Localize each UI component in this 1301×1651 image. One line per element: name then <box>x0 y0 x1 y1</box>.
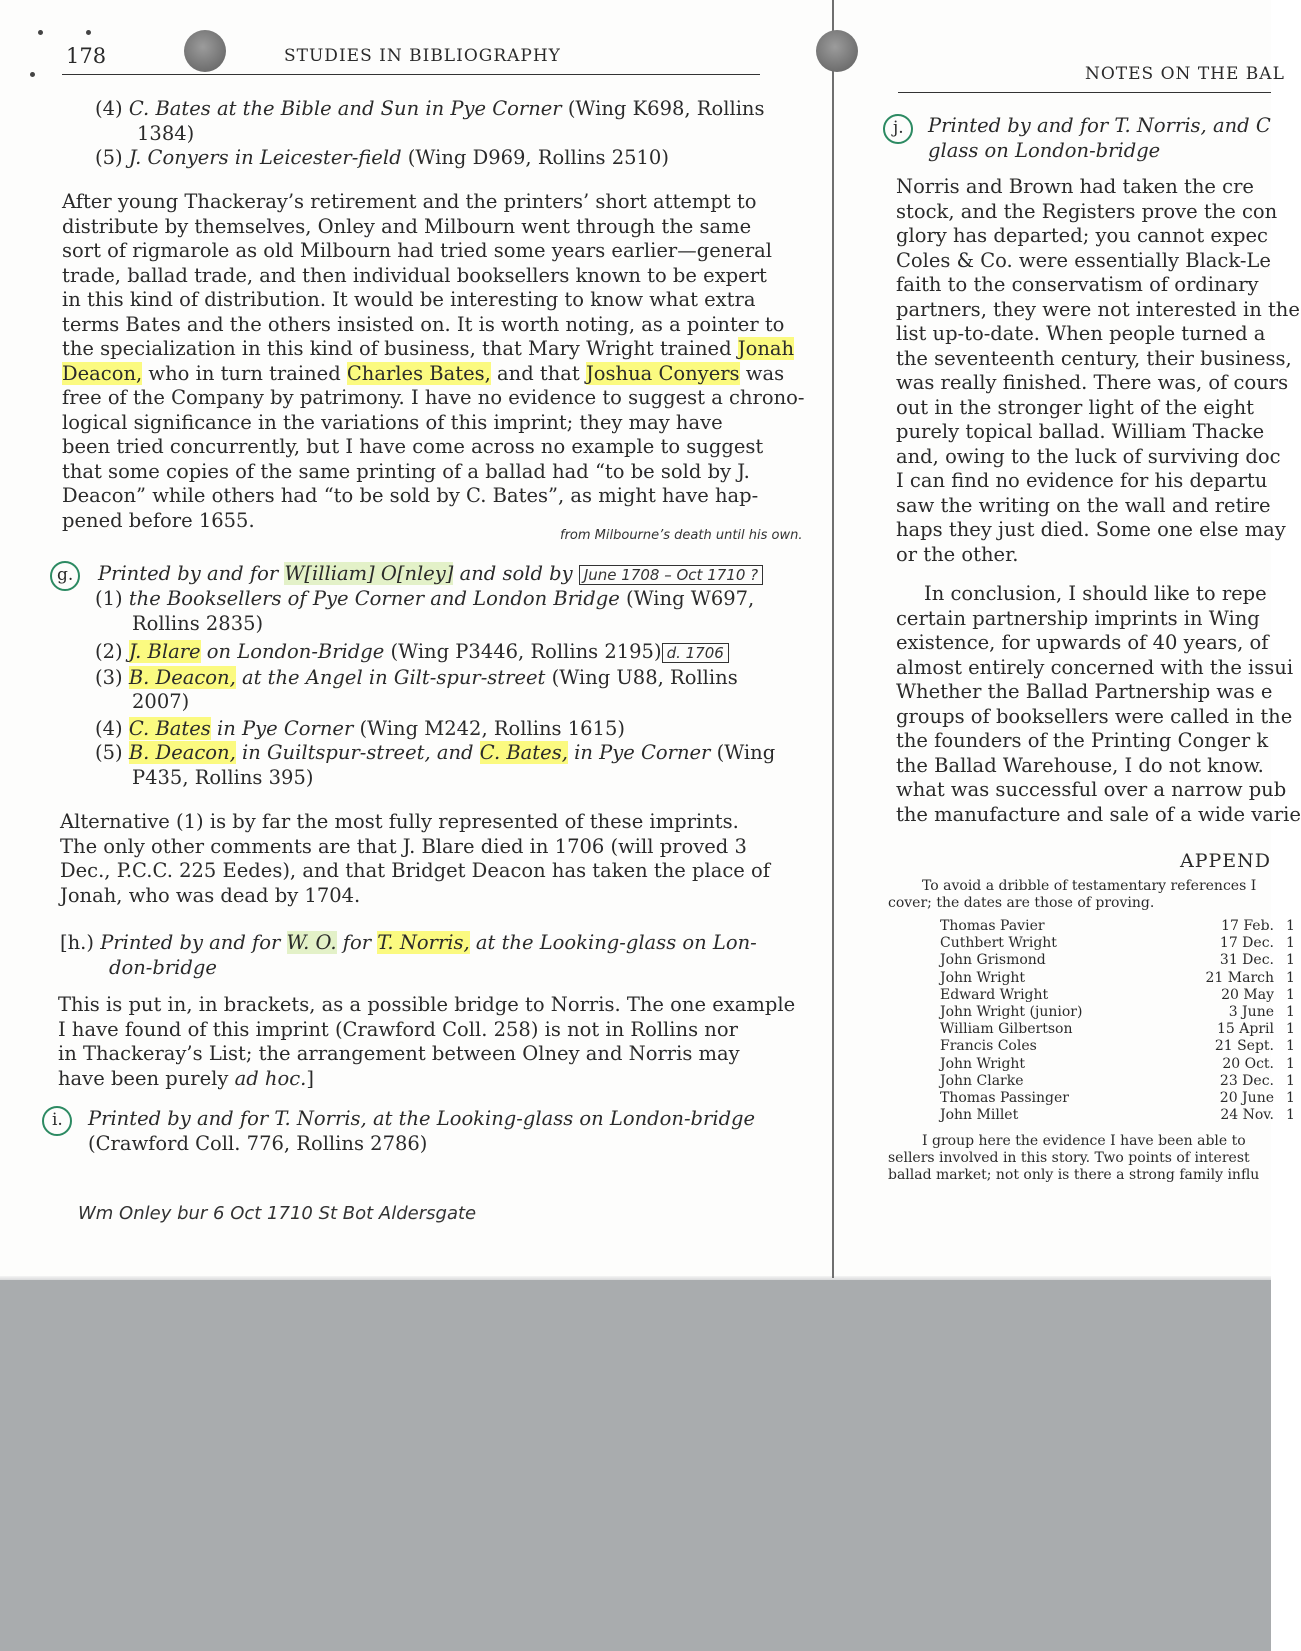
section-g-heading: Printed by and for W[illiam] O[nley] and sold by June 1708 – Oct 1710 ? <box>98 562 763 588</box>
running-head: STUDIES IN BIBLIOGRAPHY <box>284 46 561 66</box>
text-line: faith to the conservatism of ordinary <box>896 273 1259 296</box>
table-row <box>940 952 1295 969</box>
table-cell-date: 24 Nov. <box>1220 1107 1274 1124</box>
text-line: In conclusion, I should like to repe <box>924 582 1267 605</box>
punch-hole-icon <box>816 30 858 72</box>
table-cell-year: 1 <box>1286 1072 1295 1089</box>
table-row <box>940 918 1295 935</box>
text-line: Norris and Brown had taken the cre <box>896 175 1254 198</box>
table-cell-name: John Wright (junior) <box>940 1003 1083 1020</box>
page-number: 178 <box>66 44 107 68</box>
list-f <box>95 97 765 171</box>
text-line: was really finished. There was, of cours <box>896 371 1289 394</box>
table-cell-year: 1 <box>1286 986 1295 1003</box>
appendix-intro: To avoid a dribble of testamentary references I <box>922 878 1257 894</box>
table-cell-date: 17 Dec. <box>1219 935 1274 952</box>
text-line: purely topical ballad. William Thacke <box>896 420 1265 443</box>
table-cell-year: 1 <box>1286 1107 1295 1124</box>
highlight: Joshua Conyers <box>585 361 740 385</box>
table-cell-name: Edward Wright <box>940 986 1049 1003</box>
table-cell-year: 1 <box>1286 1003 1295 1020</box>
text-line: groups of booksellers were called in the <box>896 704 1293 728</box>
table-cell-date: 17 Feb. <box>1221 918 1274 934</box>
text-line: the seventeenth century, their business, <box>896 346 1292 370</box>
table-cell-year: 1 <box>1286 1021 1295 1038</box>
section-h-heading: [h.) Printed by and for W. O. for T. Norris, at the Looking-glass on Lon- don-bridge <box>60 931 757 979</box>
handwritten-note: from Milbourne’s death until his own. <box>560 528 803 543</box>
table-cell-name: John Grismond <box>940 952 1046 969</box>
list-item: (4) C. Bates at the Bible and Sun in Pye Corner (Wing K698, Rollins <box>95 97 765 120</box>
table-cell-date: 20 May <box>1221 986 1274 1003</box>
highlight: C. Bates <box>128 716 211 740</box>
list-item: (5) J. Conyers in Leicester-field (Wing D969, Rollins 2510) <box>95 146 669 169</box>
text-line: the Ballad Warehouse, I do not know. <box>896 753 1264 777</box>
handwritten-footer: Wm Onley bur 6 Oct 1710 St Bot Aldersgate <box>78 1203 477 1224</box>
scanner-background <box>0 1280 1271 1651</box>
text-line: and, owing to the luck of surviving doc <box>896 444 1281 468</box>
table-cell-year: 1 <box>1286 952 1295 969</box>
head-rule <box>62 74 760 75</box>
table-row <box>940 1089 1295 1107</box>
table-cell-date: 21 March <box>1205 969 1274 986</box>
head-rule <box>898 92 1271 93</box>
table-cell-date: 3 June <box>1228 1003 1274 1020</box>
text-line: partners, they were not interested in the <box>896 297 1300 321</box>
text-line: list up-to-date. When people turned a <box>896 322 1266 345</box>
table-cell-year: 1 <box>1286 1055 1295 1072</box>
paragraph-alternative: Alternative (1) is by far the most fully represented of these imprints. The only other comments are that J. Blare died in 1706 (will proved 3 Dec., P.C.C. 225 Eedes), and that Bridget Deacon has taken the place of Jonah, who was dead by 1704. <box>60 810 770 907</box>
section-j-heading: Printed by and for T. Norris, and C glass on London-bridge <box>928 114 1271 162</box>
scan-speck <box>30 72 35 77</box>
table-row <box>940 935 1295 952</box>
appendix-closing: I group here the evidence I have been able to <box>922 1133 1246 1149</box>
appendix-closing: sellers involved in this story. Two points of interest <box>888 1150 1250 1166</box>
table-cell-name: John Clarke <box>940 1072 1024 1089</box>
scan-speck <box>86 30 91 35</box>
table-cell-name: Thomas Passinger <box>940 1089 1069 1106</box>
text-line: the manufacture and sale of a wide varie <box>896 802 1301 826</box>
paragraph-bridge: This is put in, in brackets, as a possible bridge to Norris. The one example I have found of this imprint (Crawford Coll. 258) is not in Rollins nor in Thackeray’s List; the arrangement between Olney and Norris may have been purely ad hoc.] <box>58 993 796 1090</box>
paragraph-norris-brown <box>896 175 1300 567</box>
table-row <box>940 986 1295 1004</box>
text-line: glory has departed; you cannot expec <box>896 224 1268 247</box>
appendix-title: APPEND <box>1180 850 1272 872</box>
appendix-closing: ballad market; not only is there a strong family influ <box>888 1167 1260 1183</box>
table-row <box>940 1003 1295 1021</box>
text-line: almost entirely concerned with the issui <box>896 655 1294 679</box>
table-cell-date: 20 June <box>1219 1089 1274 1106</box>
text-line: haps they just died. Some one else may <box>896 518 1286 541</box>
scan-speck <box>38 30 43 35</box>
text-line: I can find no evidence for his departu <box>896 469 1268 492</box>
highlight: W[illiam] O[nley] <box>284 562 454 585</box>
table-row <box>940 1021 1295 1038</box>
table-cell-name: William Gilbertson <box>940 1021 1073 1038</box>
highlight: C. Bates, <box>479 741 568 764</box>
list-g: (1) the Booksellers of Pye Corner and London Bridge (Wing W697, Rollins 2835) (2) J. Blare on London-Bridge (Wing P3446, Rollins 2195) d. 1706 (3) B. Deacon, at the Angel in Gilt-spur-street (Wing U88, Rollins 2007) (4) C. Bates in Pye Corner (Wing M242, Rollins 1615) (5) B. Deacon, in Guiltspur-street, and C. Bates, in Pye Corner (Wing P435, Rollins 395) <box>95 587 776 789</box>
table-cell-name: John Wright <box>940 1055 1026 1072</box>
highlight: B. Deacon, <box>128 741 236 764</box>
running-head: NOTES ON THE BAL <box>1085 64 1285 84</box>
section-letter: [h.) <box>60 931 94 954</box>
page-gutter <box>832 0 834 1278</box>
table-cell-year: 1 <box>1286 918 1295 934</box>
text-line: what was successful over a narrow pub <box>896 778 1287 801</box>
punch-hole-icon <box>184 30 226 72</box>
text-line: the founders of the Printing Conger k <box>896 729 1269 752</box>
table-cell-name: John Wright <box>940 969 1026 986</box>
table-cell-name: Thomas Pavier <box>940 918 1045 934</box>
highlight: J. Blare <box>128 640 201 663</box>
table-cell-name: Francis Coles <box>940 1038 1037 1055</box>
handwritten-note: d. 1706 <box>662 643 729 663</box>
table-cell-date: 31 Dec. <box>1219 952 1274 969</box>
table-cell-year: 1 <box>1286 1038 1295 1055</box>
section-letter: j. <box>893 118 904 138</box>
paragraph-after-thackeray: After young Thackeray’s retirement and the printers’ short attempt to distribute by themselves, Onley and Milbourn went through the same sort of rigmarole as old Milbourn had tried some years earlier—general trade, ballad trade, and then individual booksellers known to be expert in this kind of distribution. It would be interesting to know what extra terms Bates and the others insisted on. It is worth noting, as a pointer to the specialization in this kind of business, that Mary Wright trained Jonah Deacon, who in turn trained Charles Bates, and that Joshua Conyers was free of the Company by patrimony. I have no evidence to suggest a chrono- logical significance in the variations of this imprint; they may have been tried concurrently, but I have come across no example to suggest that some copies of the same printing of a ballad had “to be sold by J. Deacon” while others had “to be sold by C. Bates”, as might have hap- pened before 1655. <box>62 190 805 532</box>
section-letter: i. <box>52 1110 63 1130</box>
text-line: stock, and the Registers prove the con <box>896 199 1278 223</box>
highlight: Charles Bates, <box>346 361 491 385</box>
table-cell-date: 20 Oct. <box>1222 1055 1274 1072</box>
table-row <box>940 1038 1295 1055</box>
text-line: saw the writing on the wall and retire <box>896 493 1271 517</box>
table-cell-date: 15 April <box>1217 1021 1274 1038</box>
table-row <box>940 1107 1295 1124</box>
paragraph-conclusion <box>896 582 1301 827</box>
text-line: or the other. <box>896 542 1019 566</box>
table-row <box>940 1055 1295 1073</box>
appendix-intro: cover; the dates are those of proving. <box>888 895 1155 911</box>
section-letter: g. <box>57 565 74 585</box>
table-cell-year: 1 <box>1286 935 1295 952</box>
text-line: Coles & Co. were essentially Black-Le <box>896 248 1271 272</box>
appendix-table <box>940 918 1295 1124</box>
table-cell-date: 23 Dec. <box>1219 1072 1274 1089</box>
list-item-continued: 1384) <box>137 121 195 145</box>
handwritten-date-range: June 1708 – Oct 1710 ? <box>579 565 763 585</box>
text-line: existence, for upwards of 40 years, of <box>896 631 1269 654</box>
table-row <box>940 969 1295 987</box>
text-line: Whether the Ballad Partnership was e <box>896 680 1273 703</box>
highlight: W. O. <box>286 931 337 954</box>
table-row <box>940 1072 1295 1090</box>
highlight: Deacon, <box>62 361 143 385</box>
highlight: Jonah <box>737 337 795 360</box>
highlight: B. Deacon, <box>128 665 236 689</box>
table-cell-year: 1 <box>1286 969 1295 986</box>
text-line: out in the stronger light of the eight <box>896 395 1254 419</box>
table-cell-name: Cuthbert Wright <box>940 935 1057 952</box>
table-cell-name: John Millet <box>940 1107 1019 1124</box>
text-line: certain partnership imprints in Wing <box>896 606 1260 630</box>
section-i: Printed by and for T. Norris, at the Looking-glass on London-bridge (Crawford Coll. 776, Rollins 2786) <box>88 1107 756 1155</box>
highlight: T. Norris, <box>377 931 470 954</box>
table-cell-year: 1 <box>1286 1089 1295 1106</box>
table-cell-date: 21 Sept. <box>1214 1038 1274 1055</box>
